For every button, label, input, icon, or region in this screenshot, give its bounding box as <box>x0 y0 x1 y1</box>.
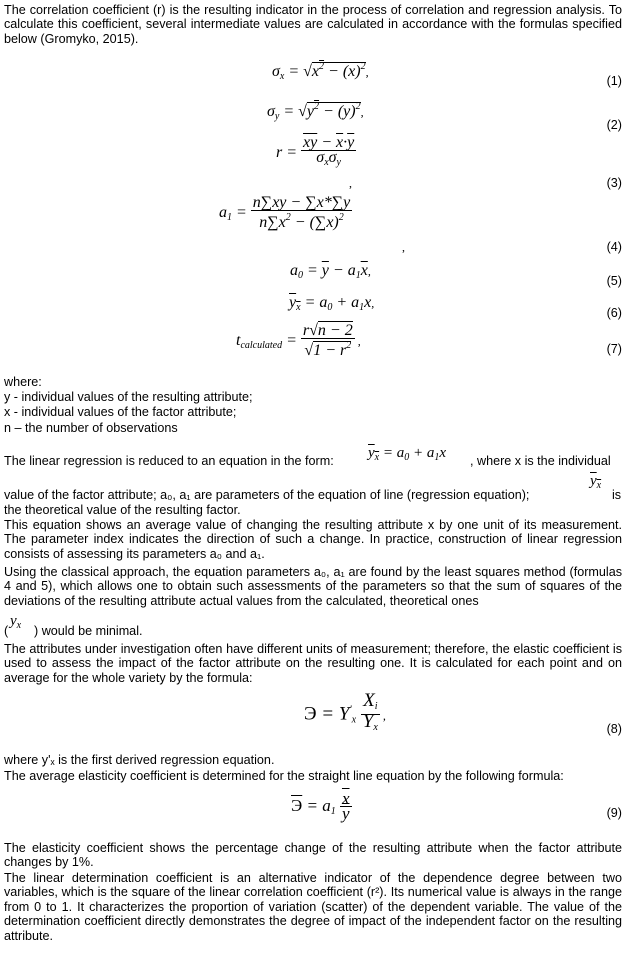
equation-number: (4) <box>606 240 622 254</box>
equation-2: $\sigma_y = √y^2 - (\overline{y})^2$, (2) <box>267 101 622 132</box>
equation-number: (7) <box>606 342 622 356</box>
linear-text-2a: value of the factor attribute; a₀, a₁ are parameters of the equation of line (regression equation); <box>4 488 530 502</box>
paragraph-4: The elasticity coefficient shows the percentage change of the resulting attribute when the factor attribute changes by 1%. <box>4 841 622 870</box>
paragraph-3: The attributes under investigation often have different units of measurement; therefore, the elastic coefficient is used to assess the impact of the factor attribute on the resulting one. It is calculated for each point and on average for the whole variety by the formula: <box>4 642 622 685</box>
paragraph-5: The linear determination coefficient is an alternative indicator of the dependence degree between two variables, which is the square of the linear correlation coefficient (r²). Its numerical value is always in the range from 0 to 1. It characterizes the proportion of variation (scatter) of the dependent variable. The value of the determination coefficient directly demonstrates the degree of impact of the independent factor on the resulting attribute. <box>4 871 622 943</box>
linear-text-after: , where x is the individual <box>470 454 611 468</box>
linear-text-before: The linear regression is reduced to an equation in the form: <box>4 454 334 468</box>
equation-number: (2) <box>606 118 622 132</box>
equation-1: $\sigma_x = √x^2 - (\overline{x})^2$, (1) <box>272 61 622 88</box>
equation-number: (9) <box>606 806 622 820</box>
linear-equation-inline: $y_x = a_0 + a_1x$ <box>368 445 447 463</box>
intro-paragraph: The correlation coefficient (r) is the resulting indicator in the process of correlation and regression analysis. To calculate this coefficient, several intermediate values are calculated in accordance with the formulas specified below (Gromyko, 2015). <box>4 3 622 46</box>
where-n: n – the number of observations <box>4 421 178 435</box>
equation-number: (6) <box>606 306 622 320</box>
equation-number: (5) <box>606 274 622 288</box>
equation-3: r = $\frac{\overline{xy} - \overline{x}\cdot\overline{y}}{\sigma_x\sigma_y}$ , (3) <box>276 134 622 190</box>
paragraph-1: This equation shows an average value of changing the resulting attribute x by one unit of its measurement. The parameter index indicates the direction of such a change. In practice, construction of linear regression consists of assessing its parameters a₀ and a₁. <box>4 518 622 561</box>
linear-line-3: the theoretical value of the resulting factor. <box>4 503 241 517</box>
paragraph-2: Using the classical approach, the equation parameters a₀, a₁ are found by the least squares method (formulas 4 and 5), which allows one to obtain such assessments of the parameters so that the sum of squares of the deviations of the resulting attribute actual values from the calculated, theoretical ones <box>4 565 622 608</box>
equation-number: (8) <box>606 722 622 736</box>
equation-number: (3) <box>606 176 622 190</box>
equation-number: (1) <box>606 74 622 88</box>
equation-5: $a_0 = \overline{y} - a_1\overline{x}$, (5) <box>290 262 622 288</box>
where-y: y - individual values of the resulting attribute; <box>4 390 253 404</box>
where-label: where: <box>4 375 42 389</box>
where-x: x - individual values of the factor attribute; <box>4 405 237 419</box>
equation-4: $a_1$ = $\frac{n\sum xy - \sum x*\sum y}{n\sum x^2 - (\sum x)^2}$ , (4) <box>219 194 622 254</box>
yx-inline: $y_x$ <box>590 473 602 491</box>
linear-line-2 <box>4 473 622 502</box>
equation-8: $Э = Y'_x$ $\frac{X_i}{Y_x}$ , (8) <box>304 690 622 736</box>
average-elasticity-text: The average elasticity coefficient is determined for the straight line equation by the following formula: <box>4 769 564 783</box>
equation-7: $t_{calculated}$ = $\frac{r√n - 2}{√1 - r^2}$ , (7) <box>236 322 622 360</box>
where-derivative: where y'ₓ is the first derived regression equation. <box>4 753 275 767</box>
equation-9: $Э = a_1$ $\frac{\overline{x}}{y}$ (9) <box>291 789 622 824</box>
paragraph-2-end: ( $y_x$ ) would be minimal. <box>4 613 143 638</box>
paragraph-2-end-text: ) would be minimal. <box>34 624 143 638</box>
equation-6: $y_x = a_0 + a_1x$, (6) <box>289 294 622 320</box>
linear-text-2b: is <box>612 488 622 502</box>
yx-inline: $y_x$ <box>10 613 22 631</box>
linear-line-1 <box>4 446 622 470</box>
